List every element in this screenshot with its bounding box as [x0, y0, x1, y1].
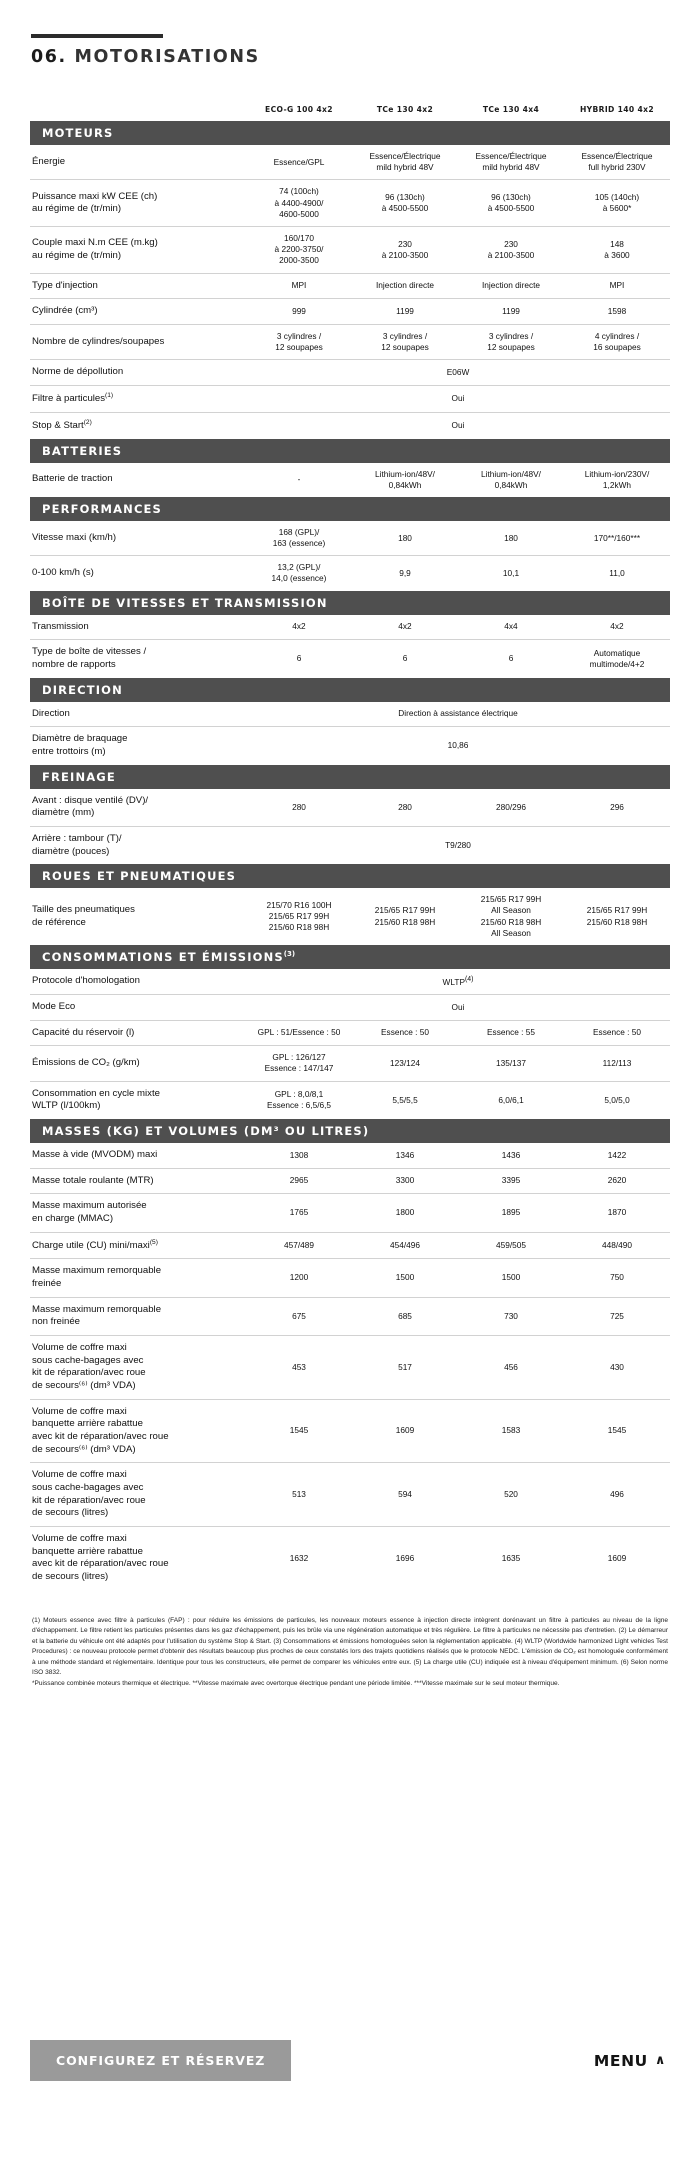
row-value: Essence/Électrique mild hybrid 48V — [458, 145, 564, 180]
section-header-row — [30, 591, 670, 615]
row-label: Masse maximum autorisée en charge (MMAC) — [30, 1194, 246, 1232]
section-header-row — [30, 678, 670, 702]
row-value: 453 — [246, 1336, 352, 1400]
row-value: 11,0 — [609, 567, 625, 578]
row-value: 725 — [564, 1297, 670, 1335]
specifications-table — [30, 105, 670, 1590]
table-row — [30, 1168, 670, 1194]
footnotes-asterisk: *Puissance combinée moteurs thermique et électrique. **Vitesse maximale avec overtorque électrique pendant une période limitée. ***Vitesse maximale sur le seul moteur thermique. — [32, 1680, 560, 1688]
row-value: 1199 — [458, 299, 564, 325]
row-value: 459/505 — [458, 1232, 564, 1259]
row-label: Cylindrée (cm³) — [30, 299, 246, 325]
row-value: 96 (130ch) à 4500-5500 — [458, 180, 564, 227]
row-value: 168 (GPL)/ 163 (essence) — [246, 521, 352, 556]
row-label: Transmission — [30, 615, 246, 640]
row-value: 215/65 R17 99H 215/60 R18 98H — [374, 905, 436, 927]
row-value: 9,9 — [399, 567, 411, 578]
page-title — [31, 47, 670, 67]
row-value: Injection directe — [458, 273, 564, 299]
row-label: Type de boîte de vitesses / nombre de rapports — [32, 646, 147, 670]
section-title: MASSES (KG) ET VOLUMES (DM³ OU LITRES) — [30, 1119, 670, 1143]
table-row — [30, 521, 670, 556]
row-label: Filtre à particules$^{(1)}$ — [30, 385, 246, 412]
row-value-spanning: E06W — [246, 360, 670, 386]
row-label: Masse totale roulante (MTR) — [30, 1168, 246, 1194]
row-value: 685 — [352, 1297, 458, 1335]
row-value: 1200 — [246, 1259, 352, 1297]
section-title: ROUES ET PNEUMATIQUES — [30, 864, 670, 888]
row-value: 230 à 2100-3500 — [352, 226, 458, 273]
row-label: 0-100 km/h (s) — [32, 567, 94, 579]
row-value: 280 — [352, 789, 458, 827]
row-value: 6 — [296, 653, 302, 664]
table-row — [30, 324, 670, 359]
column-header-0: ECO-G 100 4x2 — [265, 105, 333, 114]
bottom-bar — [30, 2040, 670, 2081]
table-row — [30, 145, 670, 180]
row-value: 1765 — [246, 1194, 352, 1232]
row-value: 74 (100ch) à 4400-4900/ 4600-5000 — [246, 180, 352, 227]
row-value: 520 — [458, 1463, 564, 1527]
table-row — [30, 1194, 670, 1232]
table-row — [30, 969, 670, 994]
row-value: MPI — [564, 273, 670, 299]
row-value: 296 — [564, 789, 670, 827]
row-label: Diamètre de braquage entre trottoirs (m) — [32, 733, 128, 757]
page-title-text: MOTORISATIONS — [74, 47, 260, 67]
table-row — [30, 1020, 670, 1046]
row-value: 5,5/5,5 — [392, 1094, 418, 1105]
row-value: GPL : 126/127 Essence : 147/147 — [246, 1046, 352, 1081]
table-row — [30, 789, 670, 827]
row-value-spanning: Oui — [451, 420, 465, 431]
row-label: Vitesse maxi (km/h) — [30, 521, 246, 556]
table-row — [30, 273, 670, 299]
row-value: 280/296 — [458, 789, 564, 827]
row-value-spanning: 10,86 — [447, 740, 469, 751]
section-title: DIRECTION — [30, 678, 670, 702]
section-title: PERFORMANCES — [30, 497, 670, 521]
section-header-row — [30, 864, 670, 888]
column-headers-row — [30, 105, 670, 121]
section-header-row — [30, 765, 670, 789]
column-header-3: HYBRID 140 4x2 — [579, 105, 655, 114]
section-title: BATTERIES — [30, 439, 670, 463]
row-label: Masse à vide (MVODM) maxi — [30, 1143, 246, 1168]
table-row — [30, 1143, 670, 1168]
table-row — [30, 1463, 670, 1527]
row-value: 135/137 — [458, 1046, 564, 1081]
row-value: Essence/Électrique mild hybrid 48V — [352, 145, 458, 180]
section-title: CONSOMMATIONS ET ÉMISSIONS$^{(3)}$ — [30, 945, 670, 969]
row-value-spanning: Oui — [246, 994, 670, 1020]
row-value: 10,1 — [502, 567, 520, 578]
row-value: 180 — [458, 521, 564, 556]
row-value: 750 — [564, 1259, 670, 1297]
row-value-spanning: T9/280 — [445, 839, 471, 850]
menu-label: MENU — [593, 2051, 648, 2070]
table-row — [30, 1259, 670, 1297]
row-value: Essence/GPL — [246, 145, 352, 180]
row-label: Volume de coffre maxi banquette arrière rabattue avec kit de réparation/avec roue de secours⁽⁶⁾ (dm³ VDA) — [30, 1399, 246, 1463]
table-row — [30, 1399, 670, 1463]
row-value: MPI — [246, 273, 352, 299]
row-value: 4 cylindres / 16 soupapes — [564, 324, 670, 359]
section-header-row — [30, 1119, 670, 1143]
row-value: 517 — [352, 1336, 458, 1400]
row-value: 3300 — [352, 1168, 458, 1194]
row-value: 180 — [352, 521, 458, 556]
row-value: 3 cylindres / 12 soupapes — [246, 324, 352, 359]
table-row — [30, 826, 670, 864]
row-value: 230 à 2100-3500 — [458, 226, 564, 273]
row-label: Volume de coffre maxi sous cache-bagages avec kit de réparation/avec roue de secours (litres) — [30, 1463, 246, 1527]
table-row — [30, 1336, 670, 1400]
table-row — [30, 226, 670, 273]
row-value: 215/70 R16 100H 215/65 R17 99H 215/60 R18 98H — [266, 899, 332, 933]
row-value: 160/170 à 2200-3750/ 2000-3500 — [246, 226, 352, 273]
column-header-2: TCe 130 4x4 — [482, 105, 540, 114]
row-label: Taille des pneumatiques de référence — [32, 903, 135, 928]
section-header-row — [30, 439, 670, 463]
row-label: Batterie de traction — [32, 473, 113, 485]
row-value: 496 — [564, 1463, 670, 1527]
row-label: Stop & Start$^{(2)}$ — [32, 418, 92, 431]
table-row — [30, 640, 670, 678]
row-value: 1422 — [564, 1143, 670, 1168]
row-value: 430 — [564, 1336, 670, 1400]
table-row — [30, 463, 670, 497]
menu-button[interactable] — [594, 2052, 670, 2070]
table-row — [30, 888, 670, 945]
page-title-number: 06. — [31, 47, 67, 67]
row-value: 1545 — [564, 1399, 670, 1463]
row-value: 454/496 — [352, 1232, 458, 1259]
row-value: 112/113 — [564, 1046, 670, 1081]
row-value: 1199 — [352, 299, 458, 325]
row-value: - — [297, 474, 301, 485]
row-value: GPL : 8,0/8,1 Essence : 6,5/6,5 — [266, 1089, 332, 1111]
table-row — [30, 385, 670, 412]
row-label: Type d'injection — [30, 273, 246, 299]
row-label: Protocole d'homologation — [30, 969, 246, 994]
row-value: 448/490 — [564, 1232, 670, 1259]
row-value: 96 (130ch) à 4500-5500 — [352, 180, 458, 227]
row-label: Avant : disque ventilé (DV)/ diamètre (mm) — [30, 789, 246, 827]
row-value: 4x2 — [352, 615, 458, 640]
row-value: 1346 — [352, 1143, 458, 1168]
row-value: 675 — [246, 1297, 352, 1335]
row-value: 6,0/6,1 — [498, 1094, 524, 1105]
row-value: Lithium-ion/230V/ 1,2kWh — [584, 468, 650, 490]
row-value: 1308 — [246, 1143, 352, 1168]
row-value: 999 — [246, 299, 352, 325]
column-header-blank — [30, 105, 246, 121]
row-value: 13,2 (GPL)/ 14,0 (essence) — [271, 562, 327, 584]
row-value: 2965 — [246, 1168, 352, 1194]
row-value: Essence : 55 — [458, 1020, 564, 1046]
row-value: 3 cylindres / 12 soupapes — [352, 324, 458, 359]
row-value: 4x2 — [564, 615, 670, 640]
table-row — [30, 299, 670, 325]
row-value: Injection directe — [352, 273, 458, 299]
table-row — [30, 1297, 670, 1335]
row-value: 148 à 3600 — [564, 226, 670, 273]
section-header-row — [30, 121, 670, 145]
table-row — [30, 615, 670, 640]
row-label: Puissance maxi kW CEE (ch) au régime de (tr/min) — [30, 180, 246, 227]
row-value: 1895 — [458, 1194, 564, 1232]
row-value: 1609 — [352, 1399, 458, 1463]
row-label: Masse maximum remorquable non freinée — [30, 1297, 246, 1335]
table-row — [30, 360, 670, 386]
row-value: Essence/Électrique full hybrid 230V — [564, 145, 670, 180]
row-value: 1696 — [395, 1552, 415, 1563]
row-label: Charge utile (CU) mini/maxi$^{(5)}$ — [30, 1232, 246, 1259]
row-value-spanning: Direction à assistance électrique — [246, 702, 670, 727]
table-row — [30, 412, 670, 438]
row-value: 456 — [458, 1336, 564, 1400]
table-row — [30, 702, 670, 727]
row-value: Essence : 50 — [352, 1020, 458, 1046]
row-value: Lithium-ion/48V/ 0,84kWh — [375, 468, 435, 490]
row-value: 4x4 — [458, 615, 564, 640]
title-rule — [31, 34, 163, 38]
row-value: 2620 — [564, 1168, 670, 1194]
row-value: 1635 — [501, 1552, 521, 1563]
row-value: 730 — [458, 1297, 564, 1335]
row-value: 1609 — [607, 1552, 627, 1563]
row-value: Lithium-ion/48V/ 0,84kWh — [481, 468, 541, 490]
row-value: 1800 — [352, 1194, 458, 1232]
table-row — [30, 1046, 670, 1081]
row-label: Masse maximum remorquable freinée — [30, 1259, 246, 1297]
row-value: Essence : 50 — [564, 1020, 670, 1046]
row-label: Mode Eco — [30, 994, 246, 1020]
row-label: Émissions de CO₂ (g/km) — [30, 1046, 246, 1081]
row-label: Arrière : tambour (T)/ diamètre (pouces) — [32, 832, 122, 857]
section-title: FREINAGE — [30, 765, 670, 789]
row-label: Direction — [30, 702, 246, 727]
row-value: 3 cylindres / 12 soupapes — [458, 324, 564, 359]
row-value: 215/65 R17 99H All Season 215/60 R18 98H All Season — [480, 894, 542, 938]
row-value: 6 — [402, 653, 408, 664]
table-row — [30, 556, 670, 591]
row-value: GPL : 51/Essence : 50 — [246, 1020, 352, 1046]
column-header-1: TCe 130 4x2 — [376, 105, 434, 114]
row-label: Volume de coffre maxi sous cache-bagages avec kit de réparation/avec roue de secours⁽⁶⁾ (dm³ VDA) — [30, 1336, 246, 1400]
section-title: BOÎTE DE VITESSES ET TRANSMISSION — [30, 591, 670, 615]
row-value: 1583 — [458, 1399, 564, 1463]
row-value-spanning: Oui — [246, 385, 670, 412]
row-value: 1500 — [458, 1259, 564, 1297]
row-value: 594 — [352, 1463, 458, 1527]
row-value: 1500 — [352, 1259, 458, 1297]
row-value: 6 — [508, 653, 514, 664]
row-label: Volume de coffre maxi banquette arrière rabattue avec kit de réparation/avec roue de secours (litres) — [32, 1532, 169, 1582]
row-value: 1632 — [289, 1552, 309, 1563]
row-value: 457/489 — [246, 1232, 352, 1259]
row-value: 1870 — [564, 1194, 670, 1232]
row-value: 123/124 — [352, 1046, 458, 1081]
section-header-row — [30, 945, 670, 969]
configure-and-reserve-button[interactable]: CONFIGUREZ ET RÉSERVEZ — [30, 2040, 291, 2081]
section-header-row — [30, 497, 670, 521]
row-label: Capacité du réservoir (l) — [30, 1020, 246, 1046]
row-label: Norme de dépollution — [30, 360, 246, 386]
row-label: Nombre de cylindres/soupapes — [30, 324, 246, 359]
footnotes — [32, 1616, 668, 1690]
row-label: Consommation en cycle mixte WLTP (l/100km) — [32, 1087, 160, 1112]
table-row — [30, 1232, 670, 1259]
row-value: 215/65 R17 99H 215/60 R18 98H — [586, 905, 648, 927]
row-value: 1598 — [564, 299, 670, 325]
row-value: Automatique multimode/4+2 — [589, 647, 645, 669]
table-row — [30, 180, 670, 227]
row-value-spanning: WLTP$^{(4)}$ — [246, 969, 670, 994]
row-value: 1545 — [246, 1399, 352, 1463]
table-row — [30, 994, 670, 1020]
table-body — [30, 121, 670, 1590]
table-row — [30, 1526, 670, 1589]
row-value: 4x2 — [246, 615, 352, 640]
spec-sheet-page — [0, 34, 700, 2173]
table-row — [30, 1081, 670, 1119]
footnotes-numbered: (1) Moteurs essence avec filtre à particules (FAP) : pour réduire les émissions de particules, les nouveaux moteurs essence à injection directe intègrent dorénavant un filtre à particules au niveau de la ligne d'échappement. Le filtre retient les particules présentes dans les gaz d'échappement, puis les brûle via une régénération automatique et très régulière. Le filtre à particules ne nécessite pas d'entretien. (2) Le démarreur et la batterie du véhicule ont été adaptés pour l'utilisation du système Stop & Start. (3) Consommations et émissions homologuées selon la réglementation applicable. (4) WLTP (Worldwide harmonized Light vehicles Test Procedures) : ce nouveau protocole permet d'obtenir des résultats beaucoup plus proches de ceux constatés lors des trajets quotidiens réalisés que le protocole NEDC. L'émission de CO₂ est homologuée conformément à une méthode standard et réglementaire. Identique pour tous les constructeurs, elle permet de comparer les véhicules entre eux. (5) La charge utile (CU) indiquée est à niveau d'équipement minimum. (6) Selon norme ISO 3832. — [32, 1616, 668, 1677]
table-row — [30, 727, 670, 765]
row-value: 105 (140ch) à 5600* — [564, 180, 670, 227]
row-value: 3395 — [458, 1168, 564, 1194]
chevron-up-icon: ∧ — [654, 2053, 666, 2068]
row-value: 1436 — [458, 1143, 564, 1168]
row-value: 280 — [246, 789, 352, 827]
row-value: 170**/160*** — [564, 521, 670, 556]
row-value: 5,0/5,0 — [604, 1094, 630, 1105]
section-title: MOTEURS — [30, 121, 670, 145]
row-value: 513 — [246, 1463, 352, 1527]
row-label: Couple maxi N.m CEE (m.kg) au régime de (tr/min) — [30, 226, 246, 273]
row-label: Énergie — [30, 145, 246, 180]
